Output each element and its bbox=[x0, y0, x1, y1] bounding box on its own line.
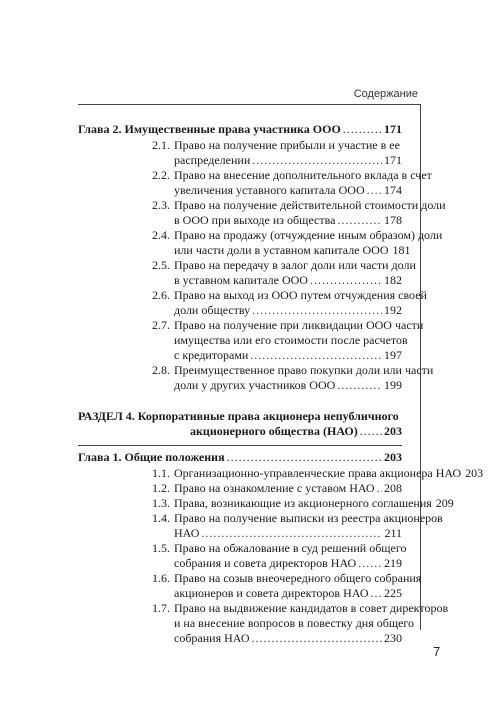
entry-page: 174 bbox=[384, 183, 402, 197]
entry-number: 2.5. bbox=[152, 258, 170, 272]
toc-entry[interactable] bbox=[78, 571, 422, 601]
entry-page: 199 bbox=[384, 378, 402, 392]
entry-text: собрания и совета директоров НАО bbox=[174, 556, 357, 570]
entry-text: или части доли в уставном капитале ООО bbox=[174, 243, 389, 257]
entry-number: 1.2. bbox=[152, 481, 170, 495]
entry-text: Организационно-управленческие права акционера НАО bbox=[174, 466, 462, 480]
dot-leader bbox=[252, 153, 382, 168]
entry-text: доли обществу bbox=[174, 303, 251, 317]
entry-page: 209 bbox=[435, 496, 454, 510]
dot-leader bbox=[252, 631, 382, 646]
entry-text: Права, возникающие из акционерного соглашения bbox=[174, 496, 432, 510]
toc-entry[interactable] bbox=[78, 496, 454, 511]
entry-text: акционеров и совета директоров НАО bbox=[174, 586, 369, 600]
entry-text: собрания НАО bbox=[174, 631, 250, 645]
entry-text: в уставном капитале ООО bbox=[174, 273, 308, 287]
entry-text: и на внесение вопросов в повестку дня общего bbox=[174, 616, 415, 630]
entry-text: Право на продажу (отчуждение иным образом) доли bbox=[174, 228, 443, 242]
chapter-page: 171 bbox=[384, 122, 402, 136]
dot-leader bbox=[377, 481, 382, 496]
entry-page: 219 bbox=[384, 556, 402, 570]
entry-text: с кредиторами bbox=[174, 348, 249, 362]
entry-number: 2.6. bbox=[152, 288, 170, 302]
entry-text: Право на получение действительной стоимости доли bbox=[174, 198, 446, 212]
dot-leader bbox=[358, 556, 382, 571]
entry-number: 1.1. bbox=[152, 466, 170, 480]
chapter-page: 203 bbox=[384, 450, 402, 464]
entry-number: 2.7. bbox=[152, 318, 170, 332]
entry-number: 2.4. bbox=[152, 228, 170, 242]
entry-text: имущества или его стоимости после расчетов bbox=[174, 333, 408, 347]
page-number: 7 bbox=[433, 644, 441, 659]
entry-text: Право на получение выписки из реестра акционеров bbox=[174, 511, 443, 525]
entry-number: 2.1. bbox=[152, 138, 170, 152]
toc-entry[interactable] bbox=[78, 228, 443, 258]
dot-leader bbox=[360, 424, 382, 439]
entry-page: 178 bbox=[384, 213, 402, 227]
spacer bbox=[78, 393, 402, 409]
toc-entry[interactable] bbox=[78, 541, 407, 571]
toc-entry[interactable] bbox=[78, 168, 432, 198]
entry-number: 1.4. bbox=[152, 511, 170, 525]
entry-number: 1.5. bbox=[152, 541, 170, 555]
toc-entry[interactable] bbox=[78, 363, 434, 393]
section-title-line-1: РАЗДЕЛ 4. Корпоративные права акционера непубличного bbox=[78, 409, 399, 423]
entry-text: Право на ознакомление с уставом НАО bbox=[174, 481, 375, 495]
entry-text: НАО bbox=[174, 526, 200, 540]
toc-entry[interactable] bbox=[78, 481, 402, 496]
toc-entry[interactable] bbox=[78, 258, 416, 288]
entry-page: 211 bbox=[384, 526, 402, 540]
dot-leader bbox=[250, 348, 382, 363]
toc-entry[interactable] bbox=[78, 601, 449, 646]
table-of-contents bbox=[78, 122, 484, 646]
entry-number: 1.6. bbox=[152, 571, 170, 585]
entry-page: 182 bbox=[384, 273, 402, 287]
entry-text: доли у других участников ООО bbox=[174, 378, 336, 392]
entry-text: Преимущественное право покупки доли или части bbox=[174, 363, 434, 377]
dot-leader bbox=[201, 526, 382, 541]
entry-page: 192 bbox=[384, 303, 402, 317]
entry-number: 2.3. bbox=[152, 198, 170, 212]
header-rule bbox=[78, 104, 420, 105]
chapter-1-items bbox=[78, 466, 484, 646]
dot-leader bbox=[343, 122, 382, 137]
toc-entry[interactable] bbox=[78, 198, 446, 228]
entry-page: 203 bbox=[465, 466, 484, 480]
section-title-line-2: акционерного общества (НАО) bbox=[190, 424, 358, 438]
chapter-1-heading[interactable] bbox=[78, 450, 402, 465]
chapter-2-items bbox=[78, 138, 446, 393]
entry-page: 208 bbox=[384, 481, 402, 495]
entry-text: Право на передачу в залог доли или части доли bbox=[174, 258, 416, 272]
chapter-title: Глава 1. Общие положения bbox=[78, 450, 225, 464]
toc-entry[interactable] bbox=[78, 466, 484, 481]
entry-text: в ООО при выходе из общества bbox=[174, 213, 336, 227]
entry-number: 2.8. bbox=[152, 363, 170, 377]
toc-entry[interactable] bbox=[78, 318, 424, 363]
dot-leader bbox=[252, 303, 382, 318]
section-4-heading[interactable] bbox=[78, 409, 402, 439]
toc-entry[interactable] bbox=[78, 511, 443, 541]
toc-entry[interactable] bbox=[78, 288, 427, 318]
dot-leader bbox=[337, 378, 382, 393]
entry-page: 171 bbox=[384, 153, 402, 167]
chapter-2-heading[interactable] bbox=[78, 122, 402, 137]
entry-number: 1.3. bbox=[152, 496, 170, 510]
section-page: 203 bbox=[384, 424, 402, 438]
entry-page: 181 bbox=[392, 243, 411, 257]
entry-number: 2.2. bbox=[152, 168, 170, 182]
entry-text: Право на выход из ООО путем отчуждения своей bbox=[174, 288, 427, 302]
entry-text: распределении bbox=[174, 153, 251, 167]
entry-page: 230 bbox=[384, 631, 402, 645]
entry-text: Право на выдвижение кандидатов в совет директоров bbox=[174, 601, 449, 615]
entry-page: 225 bbox=[384, 586, 402, 600]
dot-leader bbox=[310, 273, 382, 288]
entry-number: 1.7. bbox=[152, 601, 170, 615]
dot-leader bbox=[367, 183, 382, 198]
entry-text: увеличения уставного капитала ООО bbox=[174, 183, 365, 197]
running-header: Содержание bbox=[353, 88, 418, 100]
entry-text: Право на созыв внеочередного общего собрания bbox=[174, 571, 422, 585]
entry-text: Право на обжалование в суд решений общего bbox=[174, 541, 407, 555]
dot-leader bbox=[370, 586, 382, 601]
toc-entry[interactable] bbox=[78, 138, 402, 168]
entry-text: Право на получение прибыли и участие в ее bbox=[174, 138, 400, 152]
entry-text: Право на внесение дополнительного вклада в счет bbox=[174, 168, 432, 182]
chapter-title: Глава 2. Имущественные права участника ООО bbox=[78, 122, 341, 136]
entry-page: 197 bbox=[384, 348, 402, 362]
entry-text: Право на получение при ликвидации ООО части bbox=[174, 318, 424, 332]
section-divider bbox=[78, 445, 402, 446]
dot-leader bbox=[227, 450, 382, 465]
dot-leader bbox=[337, 213, 382, 228]
